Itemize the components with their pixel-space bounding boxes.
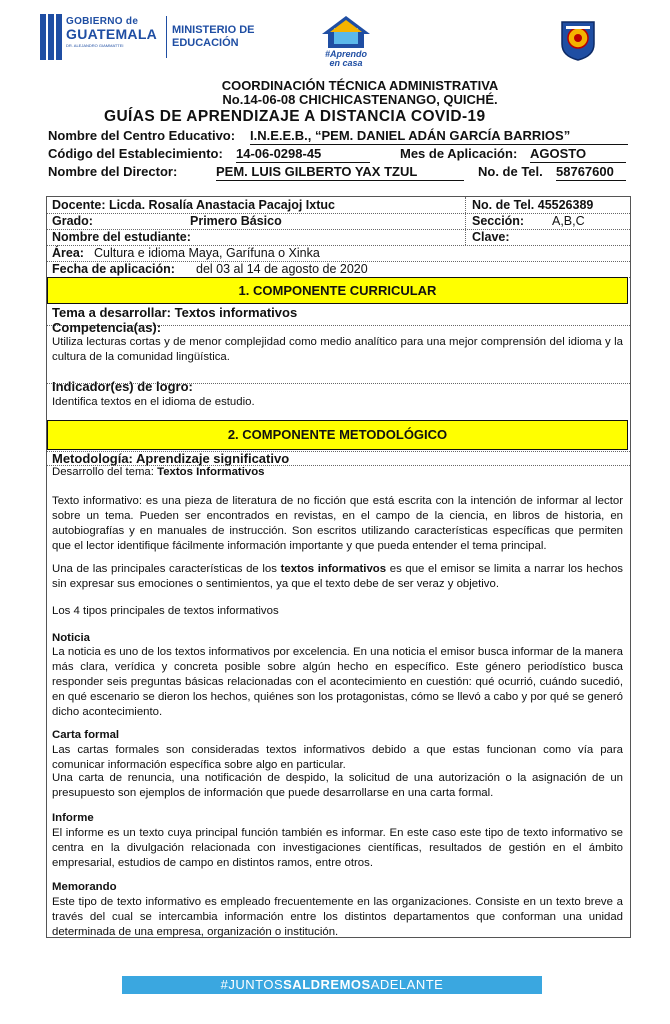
centro-value: I.N.E.E.B., “PEM. DANIEL ADÁN GARCÍA BARRIOS”	[250, 128, 628, 145]
indicador-label: Indicador(es) de logro:	[52, 379, 193, 394]
fecha-label: Fecha de aplicación:	[52, 262, 175, 276]
aprendo-line2: en casa	[329, 58, 363, 68]
paragraph-1: Texto informativo: es una pieza de literatura de no ficción que está escrita con la intención de informar al lector sobre un tema. Pueden ser encontrados en revistas, en el campo de la ciencia, en libros de historia, en autobiografías y en manuales de instrucción. Son escritos utilizando características específicas que permiten que el lector identifique fácilmente información importante y que pueda entender el tema principal.	[52, 495, 623, 552]
codigo-value: 14-06-0298-45	[236, 146, 370, 163]
memorando-title: Memorando	[52, 881, 117, 893]
noticia-title: Noticia	[52, 632, 90, 644]
seccion-value: A,B,C	[552, 214, 585, 228]
tema-label: Tema a desarrollar:	[52, 305, 171, 320]
guatemala-flag-bars-icon	[40, 14, 62, 60]
crest-icon	[558, 18, 598, 62]
ministerio-line1: MINISTERIO DE	[172, 24, 255, 36]
footer-banner	[122, 976, 542, 994]
competencia-label: Competencia(as):	[52, 320, 162, 335]
ministerio-line2: EDUCACIÓN	[172, 37, 239, 49]
director-label: Nombre del Director:	[48, 164, 178, 179]
coordinacion-heading: COORDINACIÓN TÉCNICA ADMINISTRATIVA	[221, 78, 499, 93]
centro-label: Nombre del Centro Educativo:	[48, 128, 236, 143]
numero-heading: No.14-06-08 CHICHICASTENANGO, QUICHÉ.	[222, 92, 498, 107]
paragraph-2	[52, 562, 623, 592]
aprendo-en-casa-logo	[316, 14, 376, 66]
tema-value: Textos informativos	[174, 305, 298, 320]
estudiante-label: Nombre del estudiante:	[52, 230, 191, 244]
director-value: PEM. LUIS GILBERTO YAX TZUL	[216, 164, 464, 181]
tel-value: 58767600	[556, 164, 626, 181]
mes-label: Mes de Aplicación:	[400, 146, 518, 161]
informe-title: Informe	[52, 812, 94, 824]
footer-hash: #JUNTOS	[220, 977, 284, 992]
desarrollo-value: Textos Informativos	[157, 466, 265, 478]
aprendo-text	[316, 50, 376, 68]
aprendo-line1: #Aprendo	[324, 49, 367, 59]
mes-value: AGOSTO	[530, 146, 626, 163]
footer-end: ADELANTE	[370, 977, 444, 992]
carta-text-2: Una carta de renuncia, una notificación de despido, la solicitud de una autorización o la asignación de un presupuesto son ejemplos de información que puede desarrollarse en una carta formal.	[52, 772, 623, 799]
logo-divider	[166, 16, 167, 58]
noticia-text: La noticia es uno de los textos informativos por excelencia. En una noticia el emisor busca informar de la manera más clara, verídica y concreta posible sobre algún hecho en específico. Este género periodístico busca responder seis preguntas básicas relacionadas con el acontecimiento en cuestión: qué ocurrió, cuándo sucedió, en qué escenario se dieron los hechos, quiénes son los protagonistas, cómo se llevó a cabo y por qué se generó dicho acontecimiento.	[52, 646, 623, 718]
institute-crest-logo	[558, 18, 598, 62]
footer-slogan	[122, 977, 542, 992]
competencia-text: Utiliza lecturas cortas y de menor complejidad como medio analítico para una mejor comprensión del idioma y la cultura de la comunidad lingüística.	[52, 336, 623, 363]
gobierno-guatemala-logo	[40, 10, 270, 64]
tel-label: No. de Tel.	[478, 164, 543, 179]
gobierno-line1: GOBIERNO de	[66, 16, 139, 27]
codigo-label: Código del Establecimiento:	[48, 146, 223, 161]
footer-bold: SALDREMOS	[283, 977, 371, 992]
tema-row	[52, 305, 297, 320]
carta-title: Carta formal	[52, 729, 120, 741]
paragraph-2-bold: textos informativos	[280, 563, 387, 575]
componente-curricular-heading: 1. COMPONENTE CURRICULAR	[47, 277, 628, 304]
indicador-text: Identifica textos en el idioma de estudio.	[52, 396, 255, 408]
gobierno-small: DR. ALEJANDRO GIAMMATTEI	[66, 43, 124, 48]
paragraph-2-c: es que el emisor se limita a narrar los hechos sin expresar sus emociones o sentimientos, ya que el texto debe de ser veraz y objetivo.	[52, 563, 623, 590]
docente-text: Docente: Licda. Rosalía Anastacia Pacajoj Ixtuc	[52, 198, 335, 212]
grado-label: Grado:	[52, 214, 93, 228]
tel-docente-text: No. de Tel. 45526389	[472, 198, 594, 212]
ministerio-text	[172, 24, 255, 50]
house-icon	[316, 14, 376, 50]
carta-text-1: Las cartas formales son consideradas textos informativos debido a que estas funcionan como vía para comunicar información específica sobre algo en particular.	[52, 744, 623, 771]
fecha-value: del 03 al 14 de agosto de 2020	[196, 262, 368, 276]
grado-value: Primero Básico	[190, 214, 282, 228]
desarrollo-row	[52, 465, 623, 480]
guias-title: GUÍAS DE APRENDIZAJE A DISTANCIA COVID-19	[104, 108, 486, 125]
seccion-label: Sección:	[472, 214, 525, 228]
componente-metodologico-heading: 2. COMPONENTE METODOLÓGICO	[47, 420, 628, 450]
gobierno-text	[66, 16, 166, 48]
clave-label: Clave:	[472, 230, 510, 244]
metodologia-text: Metodología: Aprendizaje significativo	[52, 451, 290, 466]
informe-text: El informe es un texto cuya principal función también es informar. En este caso este tipo de texto informativo se centra en la divulgación relacionada con investigaciones científicas, resultados de gestión en el ámbito empresarial, estudios de campo en distintos ramos, entre otros.	[52, 827, 623, 869]
paragraph-3: Los 4 tipos principales de textos informativos	[52, 605, 279, 617]
memorando-text: Este tipo de texto informativo es empleado frecuentemente en las organizaciones. Consiste en un texto breve a través del cual se intercambia información entre los distintos departamentos que conforman una unidad determinada de una empresa, organización o institución.	[52, 896, 623, 938]
gobierno-line2: GUATEMALA	[66, 26, 158, 42]
area-label: Área:	[52, 246, 84, 260]
desarrollo-label: Desarrollo del tema:	[52, 466, 154, 478]
paragraph-2-a: Una de las principales características de los	[52, 563, 281, 575]
area-value: Cultura e idioma Maya, Garífuna o Xinka	[94, 246, 320, 260]
